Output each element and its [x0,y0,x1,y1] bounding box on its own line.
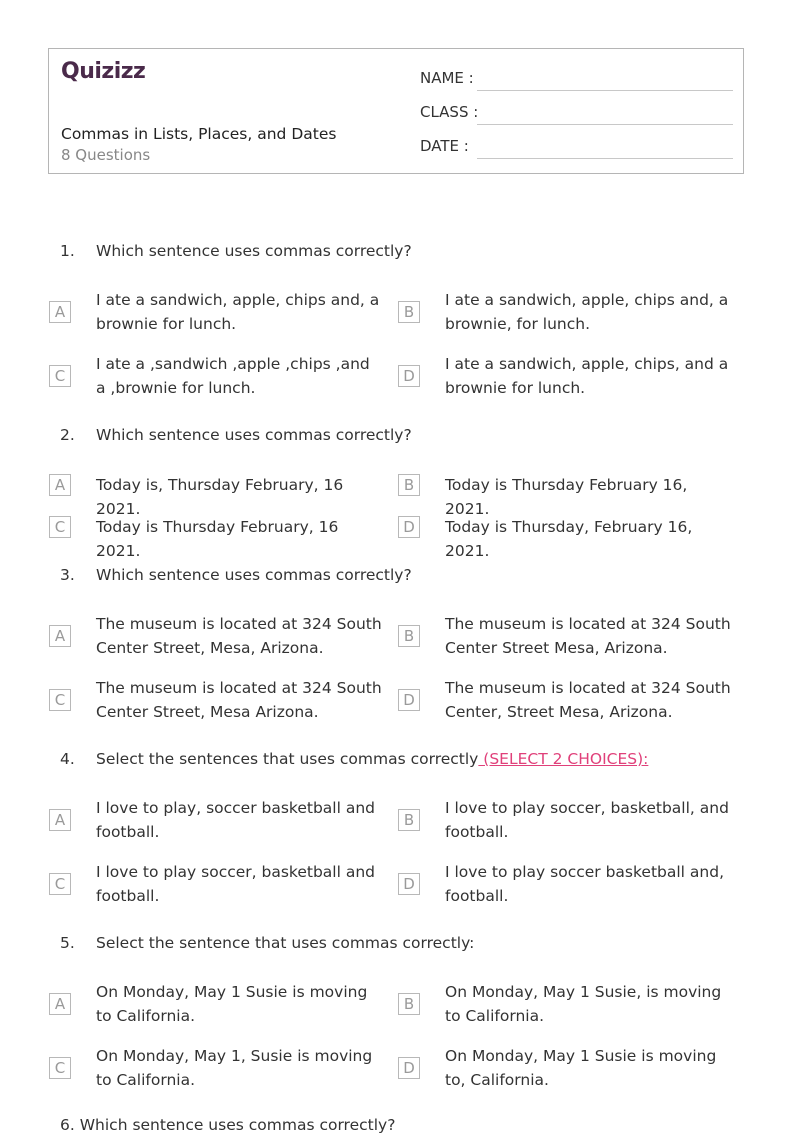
option-b-text: The museum is located at 324 South Center Street Mesa, Arizona. [445,615,731,657]
question-count: 8 Questions [61,146,151,164]
option-d-text: On Monday, May 1 Susie is moving to, California. [445,1047,717,1089]
name-line[interactable] [477,90,733,91]
option-a-box[interactable]: A [49,625,71,647]
name-field[interactable] [420,67,733,91]
question-text: Which sentence uses commas correctly? [96,566,412,584]
option-a-box[interactable]: A [49,809,71,831]
name-label: NAME : [420,69,474,87]
option-c-text: The museum is located at 324 South Center Street, Mesa Arizona. [96,679,382,721]
worksheet-header [48,48,744,174]
option-a-box[interactable]: A [49,993,71,1015]
option-a-box[interactable]: A [49,301,71,323]
option-d-box[interactable]: D [398,689,420,711]
option-b-box[interactable]: B [398,625,420,647]
option-d-box[interactable]: D [398,873,420,895]
option-b-text: I love to play soccer, basketball, and football. [445,799,729,841]
option-c-box[interactable]: C [49,873,71,895]
class-field[interactable] [420,101,733,125]
option-d-box[interactable]: D [398,365,420,387]
option-b-box[interactable]: B [398,301,420,323]
option-d-text: I ate a sandwich, apple, chips, and a brownie for lunch. [445,355,729,397]
date-label: DATE : [420,137,469,155]
option-d-text: Today is Thursday, February 16, 2021. [445,518,693,560]
option-c-text: I ate a ,sandwich ,apple ,chips ,and a ,brownie for lunch. [96,355,370,397]
date-line[interactable] [477,158,733,159]
question-number: 5. [60,934,75,952]
next-question-partial: 6. Which sentence uses commas correctly? [60,1116,396,1134]
option-d-text: I love to play soccer basketball and, football. [445,863,725,905]
option-d-box[interactable]: D [398,516,420,538]
option-d-box[interactable]: D [398,1057,420,1079]
question-number: 1. [60,242,75,260]
select-two-note: (SELECT 2 CHOICES): [478,750,649,768]
option-c-text: On Monday, May 1, Susie is moving to California. [96,1047,373,1089]
option-c-box[interactable]: C [49,365,71,387]
option-a-text: Today is, Thursday February, 16 2021. [96,476,344,518]
option-c-box[interactable]: C [49,1057,71,1079]
option-b-text: I ate a sandwich, apple, chips and, a brownie, for lunch. [445,291,729,333]
question-text-main: Select the sentences that uses commas correctly [96,750,479,768]
question-number: 4. [60,750,75,768]
option-d-text: The museum is located at 324 South Center, Street Mesa, Arizona. [445,679,731,721]
option-b-text: Today is Thursday February 16, 2021. [445,476,688,518]
option-a-text: On Monday, May 1 Susie is moving to California. [96,983,368,1025]
option-c-box[interactable]: C [49,689,71,711]
option-b-box[interactable]: B [398,809,420,831]
option-a-text: I love to play, soccer basketball and football. [96,799,376,841]
option-b-box[interactable]: B [398,993,420,1015]
option-a-text: I ate a sandwich, apple, chips and, a brownie for lunch. [96,291,380,333]
question-number: 2. [60,426,75,444]
question-text [96,750,648,768]
question-number: 3. [60,566,75,584]
option-a-box[interactable]: A [49,474,71,496]
question-text: Which sentence uses commas correctly? [96,426,412,444]
option-c-text: I love to play soccer, basketball and football. [96,863,376,905]
worksheet-title: Commas in Lists, Places, and Dates [61,125,337,143]
option-a-text: The museum is located at 324 South Center Street, Mesa, Arizona. [96,615,382,657]
question-text: Which sentence uses commas correctly? [96,242,412,260]
quizizz-logo: Quizizz [61,59,146,84]
option-c-text: Today is Thursday February, 16 2021. [96,518,339,560]
class-label: CLASS : [420,103,479,121]
option-b-box[interactable]: B [398,474,420,496]
question-text: Select the sentence that uses commas correctly: [96,934,475,952]
option-c-box[interactable]: C [49,516,71,538]
class-line[interactable] [477,124,733,125]
date-field[interactable] [420,135,733,159]
option-b-text: On Monday, May 1 Susie, is moving to California. [445,983,722,1025]
